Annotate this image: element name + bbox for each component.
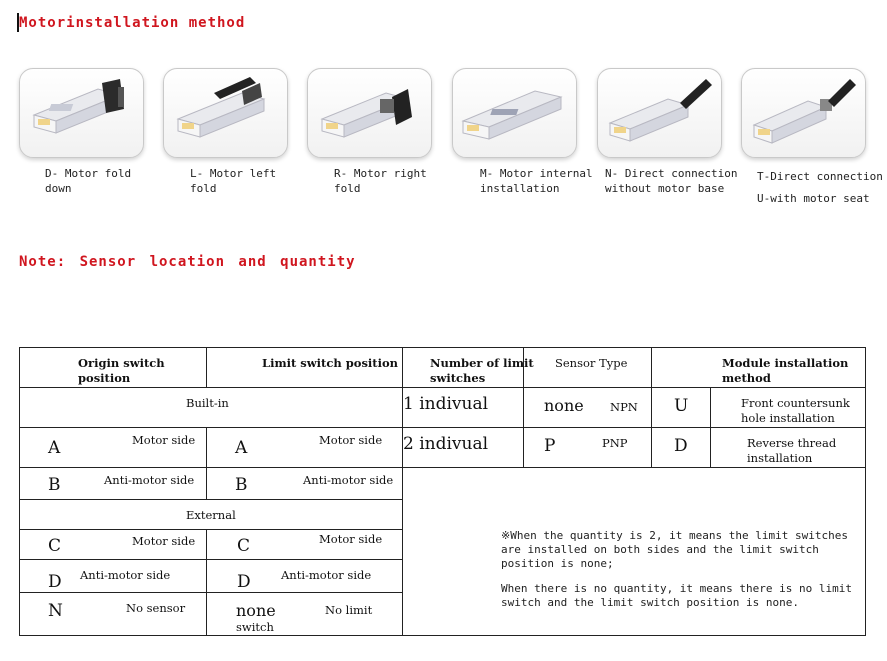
header-limit: Limit switch position — [207, 348, 403, 388]
header-module: Module installation method — [652, 348, 866, 388]
origin-b: B Anti-motor side — [20, 468, 207, 500]
number-1: 1 indivual — [403, 388, 524, 428]
motor-label-m: M- Motor internal installation — [480, 167, 593, 195]
ext-limit-c: C Motor side — [207, 530, 403, 560]
sensor-p: P PNP — [524, 428, 652, 468]
module-u-text: Front countersunk hole installation — [711, 388, 866, 428]
motor-label-t: T-Direct connection U-with motor seat — [757, 170, 883, 205]
motor-internal-image — [452, 68, 577, 158]
motor-fold-down-image — [19, 68, 144, 158]
limit-none: none switch No limit — [207, 593, 403, 636]
sensor-note-heading: Note: Sensor location and quantity — [19, 254, 356, 270]
number-2: 2 indivual — [403, 428, 524, 468]
motor-installation-heading: Motorinstallation method — [19, 15, 246, 31]
ext-limit-d: D Anti-motor side — [207, 560, 403, 593]
ext-origin-c: C Motor side — [20, 530, 207, 560]
direct-connection-motor-seat-image — [741, 68, 866, 158]
motor-label-l: L- Motor left fold — [190, 167, 277, 195]
limit-a: A Motor side — [207, 428, 403, 468]
motor-right-fold-image — [307, 68, 432, 158]
sensor-none: none NPN — [524, 388, 652, 428]
external-row: External — [20, 500, 403, 530]
limit-b: B Anti-motor side — [207, 468, 403, 500]
ext-origin-d: D Anti-motor side — [20, 560, 207, 593]
motor-label-r: R- Motor right fold — [334, 167, 427, 195]
module-u: U — [652, 388, 711, 428]
origin-n: N No sensor — [20, 593, 207, 636]
origin-a: A Motor side — [20, 428, 207, 468]
builtin-row: Built-in — [20, 388, 403, 428]
notes-cell: ※When the quantity is 2, it means the limit switches are installed on both sides and the limit switch position is none; When there is no quantity, it means there is no limit switch and the limit switch position is none. — [403, 468, 866, 636]
header-origin: Origin switch position — [20, 348, 207, 388]
direct-connection-no-base-image — [597, 68, 722, 158]
motor-left-fold-image — [163, 68, 288, 158]
header-number: Number of limit switches — [403, 348, 524, 388]
motor-label-d: D- Motor fold down — [45, 167, 132, 195]
sensor-spec-table — [19, 347, 866, 636]
module-d-text: Reverse thread installation — [711, 428, 866, 468]
header-sensor: Sensor Type — [524, 348, 652, 388]
module-d: D — [652, 428, 711, 468]
motor-label-n: N- Direct connection without motor base — [605, 167, 738, 195]
